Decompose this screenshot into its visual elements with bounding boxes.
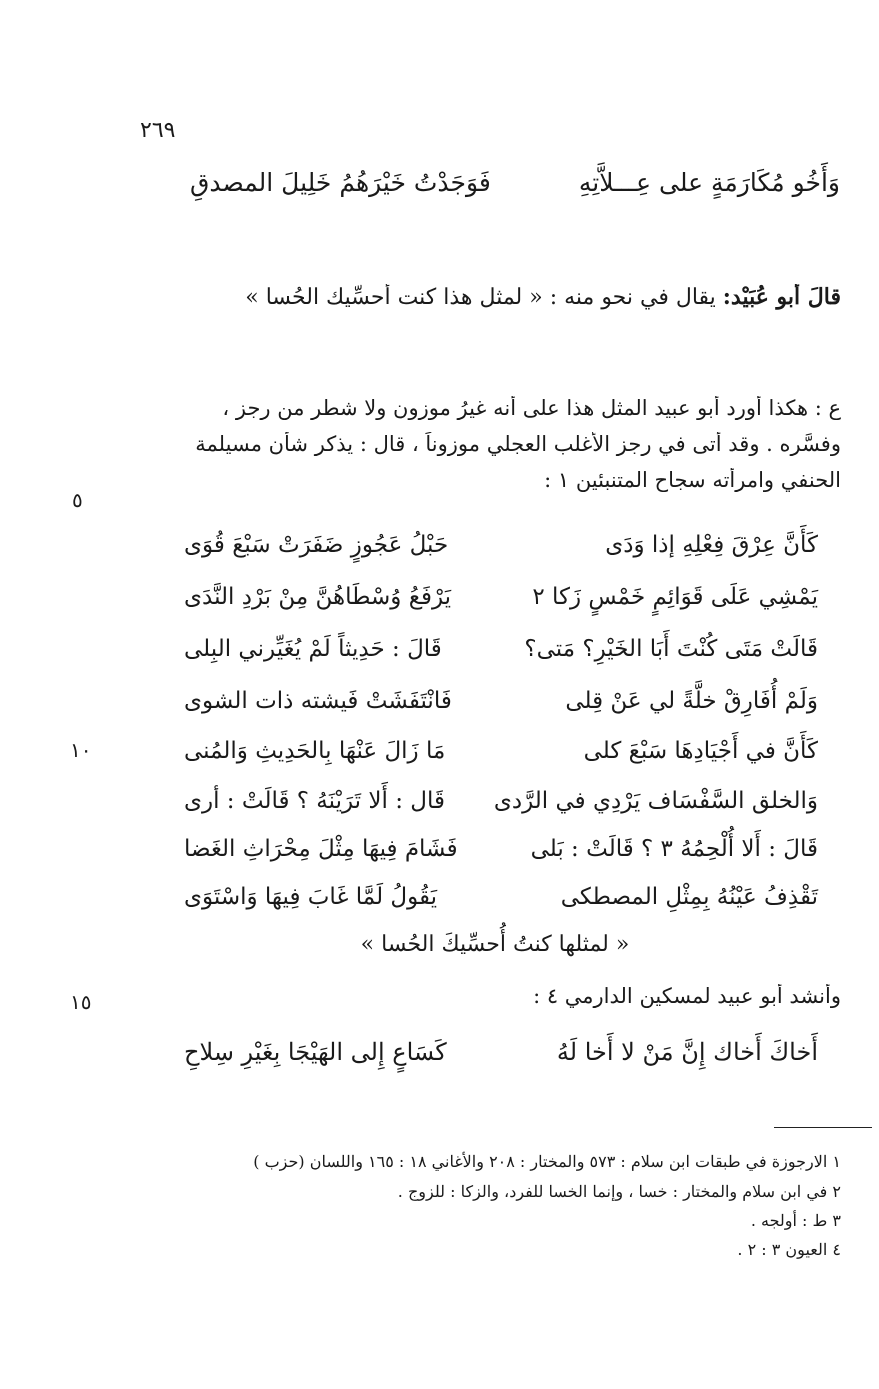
line-marker-5: ٥ — [72, 488, 83, 512]
abu-ubayd-text: يقال في نحو منه : « لمثل هذا كنت أُحسِّيك الحُسا » — [245, 285, 716, 310]
footnote-1: ١ الارجوزة في طبقات ابن سلام : ٥٧٣ والمختار : ٢٠٨ والأغاني ١٨ : ١٦٥ واللسان (حزب ) — [253, 1152, 841, 1171]
poem-second-hemistich: قَال : أَلا تَرَيْنَهُ ؟ قَالَتْ : أرى — [184, 788, 445, 814]
poem-row — [150, 738, 840, 782]
poem-row — [150, 532, 840, 576]
poem-row — [150, 884, 840, 928]
footnote-4: ٤ العيون ٣ : ٢ . — [737, 1240, 841, 1259]
footnote-3: ٣ ط : أولجه . — [750, 1211, 841, 1230]
poem-first-hemistich: وَلَمْ أُفَارِقْ خلَّةً لي عَنْ قِلى — [565, 688, 818, 714]
final-verse — [150, 1038, 840, 1082]
abu-ubayd-line — [141, 284, 841, 310]
final-second-hemistich: كَسَاعٍ إِلى الهَيْجَا بِغَيْرِ سِلاحِ — [184, 1038, 447, 1066]
poem-first-hemistich: يَمْشِي عَلَى قَوَائِمٍ خَمْسٍ زَكا ٢ — [532, 584, 818, 610]
poem-second-hemistich: فَشَامَ فِيهَا مِثْلَ مِحْرَاثِ الغَضا — [184, 836, 458, 862]
commentary-line-3: الحنفي وامرأته سجاح المتنبئين ١ : — [544, 468, 841, 492]
poem-second-hemistich: فَانْتَفَشَتْ فَيشته ذات الشوى — [184, 688, 452, 714]
opening-verse — [150, 168, 840, 212]
poem-first-hemistich: كَأَنَّ في أَجْيَادِهَا سَبْعَ كلى — [583, 738, 818, 764]
poem-second-hemistich: حَبْلُ عَجُوزٍ ضَفَرَتْ سَبْعَ قُوَى — [184, 532, 449, 558]
poem-row — [150, 688, 840, 732]
speaker-name: قالَ أبو عُبَيْد: — [722, 284, 841, 310]
poem-second-hemistich: مَا زَالَ عَنْهَا بِالحَدِيثِ وَالمُنى — [184, 738, 446, 764]
final-first-hemistich: أَخاكَ أَخاك إِنَّ مَنْ لا أَخا لَهُ — [556, 1038, 818, 1066]
poem-row — [150, 584, 840, 628]
poem-row — [150, 788, 840, 832]
poem-first-hemistich: وَالخلق السَّفْسَاف يَرْدِي في الرَّدى — [493, 788, 818, 814]
footnote-separator — [774, 1127, 872, 1128]
poem-second-hemistich: قَالَ : حَدِيثاً لَمْ يُغَيِّرني البِلى — [184, 636, 442, 662]
line-marker-10: ١٠ — [70, 738, 92, 762]
footnote-2: ٢ في ابن سلام والمختار : خسا ، وإنما الخسا للفرد، والزكا : للزوج . — [397, 1182, 841, 1201]
verse-second-hemistich: فَوَجَدْتُ خَيْرَهُمُ خَلِيلَ المصدقِ — [190, 168, 491, 197]
poem-first-hemistich: قَالَتْ مَتَى كُنْتَ أَبَا الخَيْرِ؟ مَتى؟ — [524, 636, 818, 662]
poem-first-hemistich: كَأَنَّ عِرْقَ فِعْلِهِ إذا وَدَى — [605, 532, 818, 558]
poem-first-hemistich: تَقْذِفُ عَيْنُهُ بِمِثْلِ المصطكى — [560, 884, 818, 910]
proverb-line: « لمثلها كنتُ أُحسِّيكَ الحُسا » — [360, 932, 630, 957]
page-number: ٢٦٩ — [140, 118, 176, 143]
poem-row — [150, 836, 840, 880]
poem-first-hemistich: قَالَ : أَلا أُلْحِمُهُ ٣ ؟ قَالَتْ : بَلى — [530, 836, 818, 862]
line-marker-15: ١٥ — [70, 990, 92, 1014]
commentary-line-1: ع : هكذا أورد أبو عبيد المثل هذا على أنه غيرُ موزون ولا شطر من رجز ، — [222, 396, 841, 420]
second-intro-line: وأنشد أبو عبيد لمسكين الدارمي ٤ : — [533, 984, 841, 1008]
verse-first-hemistich: وَأَخُو مُكَارَمَةٍ على عِـــلاَّتِهِ — [578, 168, 840, 197]
poem-second-hemistich: يَرْفَعُ وُسْطَاهُنَّ مِنْ بَرْدِ النَّدَى — [184, 584, 452, 610]
commentary-line-2: وفسَّره . وقد أتى في رجز الأغلب العجلي موزوناً ، قال : يذكر شأن مسيلمة — [195, 432, 841, 456]
poem-row — [150, 636, 840, 680]
poem-second-hemistich: يَقُولُ لَمَّا غَابَ فِيهَا وَاسْتَوَى — [184, 884, 438, 910]
